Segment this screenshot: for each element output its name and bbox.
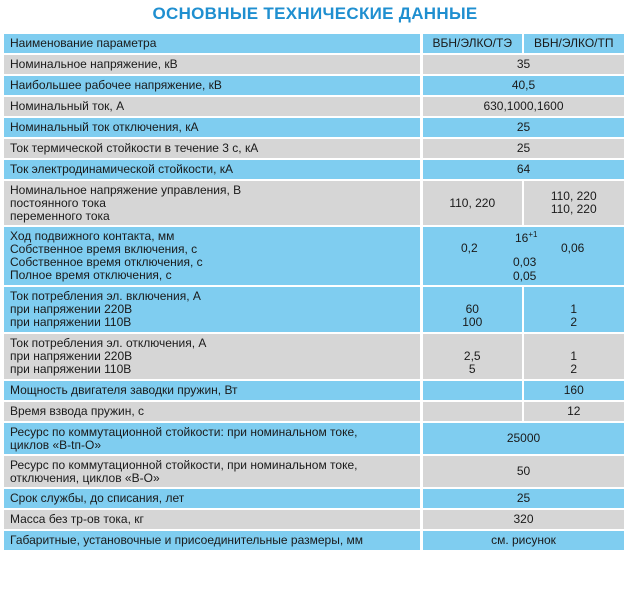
row-value: 64 xyxy=(423,160,624,179)
row-value-col2 xyxy=(524,287,625,332)
row-name-line: Номинальное напряжение управления, В xyxy=(10,182,242,197)
value-line: 5 xyxy=(468,361,476,376)
row-value-col2: 160 xyxy=(524,381,625,400)
row-name-line: Ток потребления эл. включения, А xyxy=(10,289,201,303)
row-value: 630,1000,1600 xyxy=(423,97,624,116)
row-value-col1 xyxy=(423,334,524,379)
table-row xyxy=(4,181,624,225)
row-name: Ток электродинамической стойкости, кА xyxy=(4,160,423,179)
table-row xyxy=(4,402,624,421)
row-value: 40,5 xyxy=(423,76,624,95)
value-line: 60 xyxy=(465,301,479,316)
row-name xyxy=(4,287,423,332)
table-row xyxy=(4,381,624,400)
row-name xyxy=(4,227,423,285)
row-value-col1 xyxy=(423,381,524,400)
row-value-col2 xyxy=(524,181,625,225)
row-name-line: отключения, циклов «В-О» xyxy=(10,470,160,485)
table-row xyxy=(4,118,624,137)
open-time: 0,03 xyxy=(513,255,537,269)
spec-table xyxy=(4,32,624,552)
row-name-line: постоянного тока xyxy=(10,195,106,210)
row-name: Ток термической стойкости в течение 3 с, кА xyxy=(4,139,423,158)
row-value-col2 xyxy=(524,334,625,379)
header-col1: ВБН/ЭЛКО/ТЭ xyxy=(423,34,524,53)
row-value: 25000 xyxy=(423,423,624,454)
row-name xyxy=(4,181,423,225)
row-name: Наибольшее рабочее напряжение, кВ xyxy=(4,76,423,95)
row-name-line: при напряжении 220В xyxy=(10,349,133,363)
row-value: 35 xyxy=(423,55,624,74)
table-row xyxy=(4,139,624,158)
row-name-line: Ток потребления эл. отключения, А xyxy=(10,336,207,350)
row-value: 25 xyxy=(423,489,624,508)
row-name: Масса без тр-ов тока, кг xyxy=(4,510,423,529)
row-name-line: циклов «В-tп-О» xyxy=(10,437,101,452)
value-line: 2,5 xyxy=(463,348,481,363)
row-name xyxy=(4,456,423,487)
value-line: 110, 220 xyxy=(550,202,597,216)
row-value-col1: 110, 220 xyxy=(423,181,524,225)
value-line: 1 xyxy=(570,348,578,363)
table-row xyxy=(4,334,624,379)
row-name-line: Ресурс по коммутационной стойкости: при номинальном токе, xyxy=(10,424,358,439)
table-row xyxy=(4,97,624,116)
row-name-line: Собственное время отключения, с xyxy=(10,255,203,269)
stroke-value xyxy=(515,228,537,245)
header-col2: ВБН/ЭЛКО/ТП xyxy=(524,34,625,53)
row-value-col1 xyxy=(423,402,524,421)
table-row xyxy=(4,55,624,74)
row-value xyxy=(423,227,624,285)
table-row xyxy=(4,456,624,487)
row-value-col1 xyxy=(423,287,524,332)
table-row xyxy=(4,423,624,454)
table-row xyxy=(4,160,624,179)
row-value-col2: 12 xyxy=(524,402,625,421)
row-name-line: переменного тока xyxy=(10,208,110,223)
row-name xyxy=(4,423,423,454)
value-line: 1 xyxy=(570,301,578,316)
row-value: 50 xyxy=(423,456,624,487)
row-name: Номинальный ток, А xyxy=(4,97,423,116)
table-row xyxy=(4,510,624,529)
header-param: Наименование параметра xyxy=(4,34,423,53)
row-name: Мощность двигателя заводки пружин, Вт xyxy=(4,381,423,400)
row-name: Номинальный ток отключения, кА xyxy=(4,118,423,137)
table-header xyxy=(4,34,624,53)
page-title: ОСНОВНЫЕ ТЕХНИЧЕСКИЕ ДАННЫЕ xyxy=(152,4,478,23)
table-row xyxy=(4,287,624,332)
stroke-number: 16 xyxy=(515,231,529,245)
table-row xyxy=(4,489,624,508)
row-value: 25 xyxy=(423,139,624,158)
value-line: 2 xyxy=(570,361,578,376)
row-name xyxy=(4,334,423,379)
value-line: 110, 220 xyxy=(550,189,597,203)
table-row xyxy=(4,227,624,285)
table-row xyxy=(4,76,624,95)
row-name-line: Полное время отключения, с xyxy=(10,268,172,282)
stroke-tolerance: +1 xyxy=(528,230,538,239)
row-value: 25 xyxy=(423,118,624,137)
row-name: Срок службы, до списания, лет xyxy=(4,489,423,508)
row-name-line: при напряжении 110В xyxy=(10,362,132,376)
row-name-line: Ресурс по коммутационной стойкости, при номинальном токе, xyxy=(10,457,358,472)
row-value: 320 xyxy=(423,510,624,529)
row-name: Номинальное напряжение, кВ xyxy=(4,55,423,74)
row-value: см. рисунок xyxy=(423,531,624,550)
row-name-line: Собственное время включения, с xyxy=(10,242,198,256)
row-name-line: при напряжении 220В xyxy=(10,302,133,316)
full-time: 0,05 xyxy=(513,269,537,283)
row-name: Габаритные, установочные и присоединительные размеры, мм xyxy=(4,531,423,550)
row-name: Время взвода пружин, с xyxy=(4,402,423,421)
value-line: 100 xyxy=(462,314,483,329)
table-row xyxy=(4,531,624,550)
value-line: 2 xyxy=(570,314,578,329)
close-time-col1: 0,2 xyxy=(461,241,478,255)
close-time-col2: 0,06 xyxy=(561,241,585,255)
row-name-line: при напряжении 110В xyxy=(10,315,132,329)
row-name-line: Ход подвижного контакта, мм xyxy=(10,229,175,243)
